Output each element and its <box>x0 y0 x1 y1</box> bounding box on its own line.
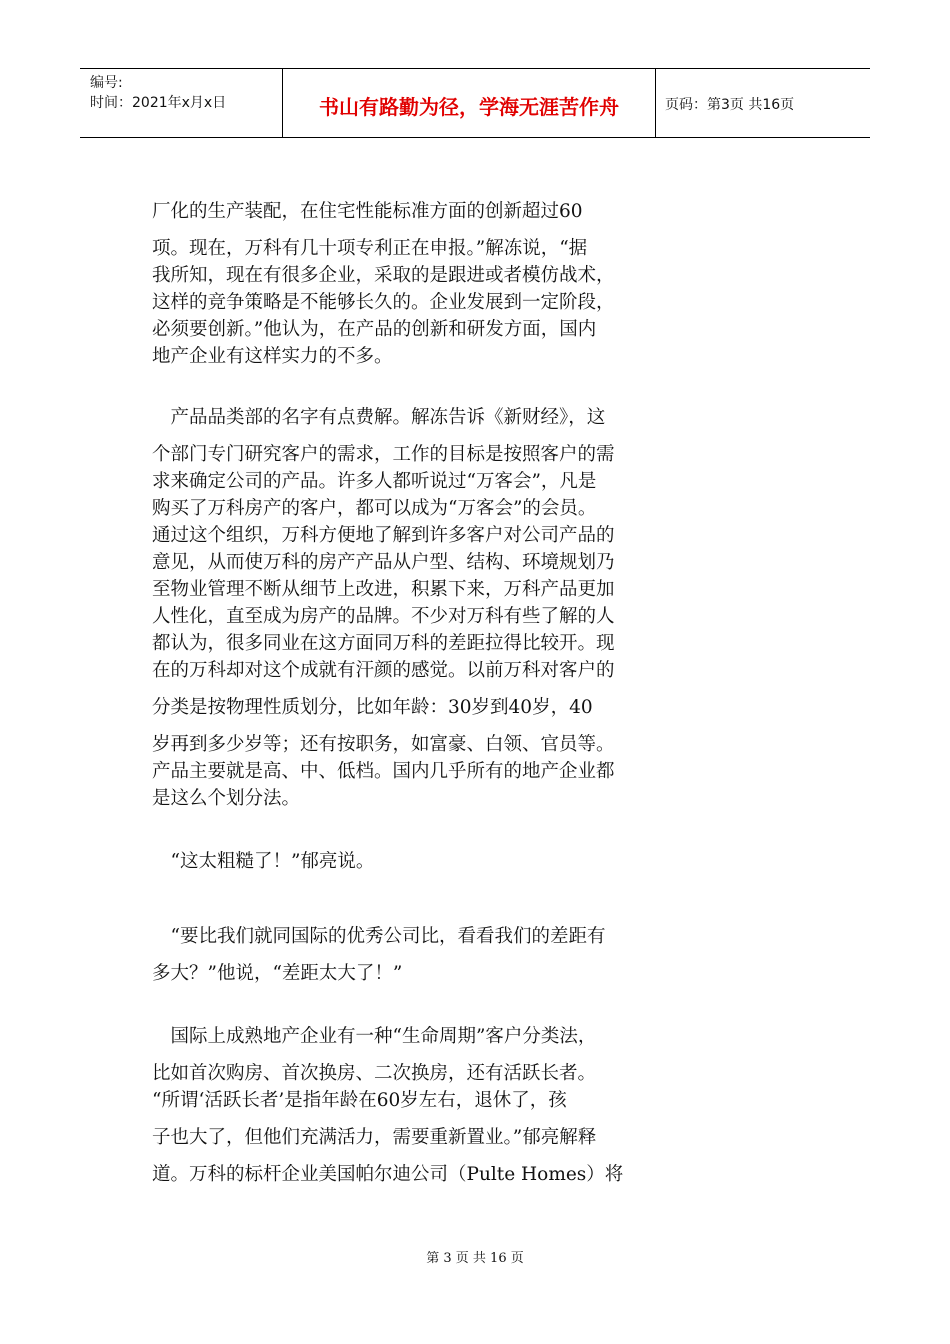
text-line: 至物业管理不断从细节上改进，积累下来，万科产品更加 <box>152 579 615 600</box>
text-line: 子也大了，但他们充满活力，需要重新置业。”郁亮解释 <box>152 1127 597 1148</box>
text-line: “这太粗糙了！”郁亮说。 <box>152 851 375 872</box>
header-table <box>80 68 870 138</box>
text-line: 都认为，很多同业在这方面同万科的差距拉得比较开。现 <box>152 633 615 654</box>
text-line: 在的万科却对这个成就有汗颜的感觉。以前万科对客户的 <box>152 660 615 681</box>
text-line: 项。现在，万科有几十项专利正在申报。”解冻说，“据 <box>152 238 588 259</box>
header-page-info: 页码：第3页 共16页 <box>665 97 795 113</box>
paragraph-3 <box>152 848 700 875</box>
text-line: 产品主要就是高、中、低档。国内几乎所有的地产企业都 <box>152 761 615 782</box>
paragraph-4 <box>152 923 700 987</box>
text-line: 通过这个组织，万科方便地了解到许多客户对公司产品的 <box>152 525 615 546</box>
header-motto: 书山有路勤为径，学海无涯苦作舟 <box>283 69 656 137</box>
text-line: 我所知，现在有很多企业，采取的是跟进或者模仿战术， <box>152 265 615 286</box>
paragraph-5 <box>152 1023 700 1188</box>
text-line: 购买了万科房产的客户，都可以成为“万客会”的会员。 <box>152 498 597 519</box>
document-date: 时间：2021年x月x日 <box>90 95 227 111</box>
text-line: 个部门专门研究客户的需求，工作的目标是按照客户的需 <box>152 444 615 465</box>
text-line: 多大？”他说，“差距太大了！” <box>152 963 403 984</box>
text-line: 国际上成熟地产企业有一种“生命周期”客户分类法， <box>152 1026 597 1047</box>
paragraph-2 <box>152 404 700 812</box>
text-line: 人性化，直至成为房产的品牌。不少对万科有些了解的人 <box>152 606 615 627</box>
paragraph-1 <box>152 198 700 370</box>
text-line: 岁再到多少岁等；还有按职务，如富豪、白领、官员等。 <box>152 734 615 755</box>
header-meta-cell <box>80 69 283 137</box>
text-line: 意见，从而使万科的房产产品从户型、结构、环境规划乃 <box>152 552 615 573</box>
text-line: “所谓‘活跃长者’是指年龄在60岁左右，退休了，孩 <box>152 1090 567 1111</box>
text-line: 分类是按物理性质划分，比如年龄：30岁到40岁，40 <box>152 697 593 718</box>
text-line: 地产企业有这样实力的不多。 <box>152 346 393 367</box>
text-line: 是这么个划分法。 <box>152 788 301 809</box>
text-line: 求来确定公司的产品。许多人都听说过“万客会”，凡是 <box>152 471 597 492</box>
document-body <box>152 198 700 1188</box>
text-line: 道。万科的标杆企业美国帕尔迪公司（Pulte Homes）将 <box>152 1164 624 1185</box>
document-number-label: 编号: <box>90 75 123 91</box>
text-line: 比如首次购房、首次换房、二次换房，还有活跃长者。 <box>152 1063 597 1084</box>
text-line: 必须要创新。”他认为，在产品的创新和研发方面，国内 <box>152 319 597 340</box>
text-line: 厂化的生产装配，在住宅性能标准方面的创新超过60 <box>152 201 583 222</box>
page-footer: 第 3 页 共 16 页 <box>426 1251 524 1266</box>
text-line: 这样的竞争策略是不能够长久的。企业发展到一定阶段， <box>152 292 615 313</box>
text-line: “要比我们就同国际的优秀公司比，看看我们的差距有 <box>152 926 606 947</box>
text-line: 产品品类部的名字有点费解。解冻告诉《新财经》，这 <box>152 407 606 428</box>
